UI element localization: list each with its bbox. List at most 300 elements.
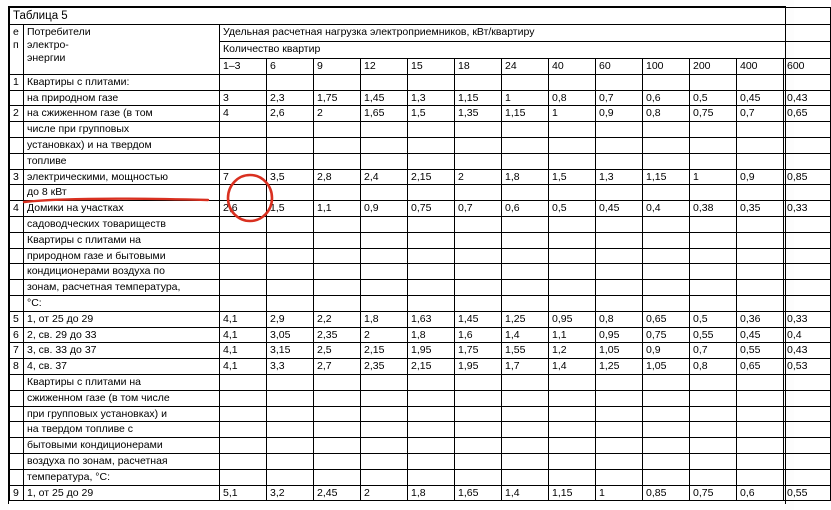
table-row [10,406,831,422]
row-value-cell: 1,15 [502,106,549,122]
row-label-cell: садоводческих товариществ [24,216,220,232]
table-row [10,90,831,106]
row-value-cell: 4,1 [220,359,267,375]
row-value-cell: 2,5 [314,343,361,359]
row-value-cell: 1,05 [596,343,643,359]
table-row [10,74,831,90]
row-value-cell [643,422,690,438]
row-value-cell [784,295,831,311]
row-value-cell [549,264,596,280]
row-value-cell [784,216,831,232]
row-value-cell [549,422,596,438]
row-value-cell [267,406,314,422]
header-consumers-line1: Потребители [27,26,91,39]
row-value-cell: 2 [455,169,502,185]
row-value-cell [314,232,361,248]
row-value-cell: 0,45 [737,90,784,106]
row-value-cell: 1 [549,106,596,122]
row-value-cell [220,422,267,438]
row-value-cell: 1,6 [455,327,502,343]
row-value-cell [455,122,502,138]
row-value-cell [502,153,549,169]
row-value-cell: 1,75 [455,343,502,359]
row-value-cell [643,216,690,232]
row-number-cell [10,374,24,390]
row-value-cell [690,438,737,454]
row-value-cell [643,280,690,296]
table-caption-row [10,8,831,25]
row-value-cell [267,264,314,280]
row-value-cell [596,122,643,138]
row-value-cell: 2 [361,327,408,343]
row-value-cell [455,74,502,90]
row-number-cell: 3 [10,169,24,185]
row-value-cell: 1,45 [361,90,408,106]
row-value-cell: 0,85 [643,485,690,501]
table-row [10,122,831,138]
row-value-cell [408,153,455,169]
row-value-cell: 0,45 [596,201,643,217]
row-value-cell [267,280,314,296]
row-number-cell: 1 [10,74,24,90]
row-value-cell [267,122,314,138]
row-value-cell [361,406,408,422]
row-value-cell [314,295,361,311]
row-value-cell [408,374,455,390]
row-value-cell [267,232,314,248]
row-value-cell [596,138,643,154]
row-value-cell: 1,15 [455,90,502,106]
row-value-cell [502,248,549,264]
row-value-cell: 2,45 [314,485,361,501]
row-value-cell: 0,7 [596,90,643,106]
row-value-cell [596,232,643,248]
row-value-cell: 3,05 [267,327,314,343]
row-value-cell [784,153,831,169]
row-value-cell [784,138,831,154]
row-number-cell: 8 [10,359,24,375]
row-value-cell: 0,7 [737,106,784,122]
row-value-cell [267,453,314,469]
row-value-cell: 1,15 [549,485,596,501]
table-row [10,390,831,406]
row-value-cell: 0,7 [690,343,737,359]
row-value-cell [220,122,267,138]
row-value-cell [361,374,408,390]
row-value-cell [643,453,690,469]
row-number-cell [10,264,24,280]
row-value-cell [690,280,737,296]
row-value-cell [455,280,502,296]
row-value-cell [361,453,408,469]
header-count-6: 6 [267,59,314,75]
row-value-cell: 1 [690,169,737,185]
row-value-cell [690,390,737,406]
row-value-cell [220,280,267,296]
row-value-cell [408,469,455,485]
row-value-cell [502,374,549,390]
row-value-cell [784,280,831,296]
row-value-cell: 1,5 [267,201,314,217]
row-value-cell: 0,5 [690,90,737,106]
header-row-1 [10,25,831,42]
row-value-cell [549,390,596,406]
row-value-cell [502,264,549,280]
row-value-cell [408,232,455,248]
row-value-cell [690,469,737,485]
row-value-cell [361,264,408,280]
row-number-cell [10,453,24,469]
row-value-cell [220,74,267,90]
row-value-cell: 2,6 [220,201,267,217]
row-value-cell [361,74,408,90]
row-value-cell: 2,4 [361,169,408,185]
row-label-cell: воздуха по зонам, расчетная [24,453,220,469]
row-number-cell [10,422,24,438]
row-value-cell [502,295,549,311]
row-value-cell: 5,1 [220,485,267,501]
row-value-cell [267,185,314,201]
row-number-cell: 9 [10,485,24,501]
row-number-cell [10,406,24,422]
row-value-cell [361,295,408,311]
row-value-cell: 1,1 [549,327,596,343]
table-row [10,374,831,390]
row-value-cell [737,374,784,390]
row-value-cell [596,264,643,280]
row-value-cell [408,74,455,90]
row-value-cell [596,438,643,454]
row-value-cell [502,122,549,138]
row-value-cell [361,438,408,454]
row-value-cell: 0,9 [643,343,690,359]
table-row [10,153,831,169]
row-value-cell [737,422,784,438]
row-value-cell: 3,3 [267,359,314,375]
row-value-cell: 0,8 [643,106,690,122]
row-value-cell [690,216,737,232]
row-value-cell [408,280,455,296]
table-row [10,469,831,485]
row-value-cell: 1,3 [408,90,455,106]
header-count-1-3: 1–3 [220,59,267,75]
row-label-cell: 1, от 25 до 29 [24,311,220,327]
row-value-cell [220,390,267,406]
row-value-cell: 1,1 [314,201,361,217]
row-value-cell [455,406,502,422]
row-value-cell [737,453,784,469]
row-label-cell: электрическими, мощностью [24,169,220,185]
row-value-cell [408,406,455,422]
row-value-cell [596,248,643,264]
row-value-cell: 0,43 [784,343,831,359]
row-value-cell: 1,25 [502,311,549,327]
row-value-cell [737,469,784,485]
row-label-cell: на твердом топливе с [24,422,220,438]
row-value-cell [220,453,267,469]
row-value-cell: 0,8 [549,90,596,106]
row-value-cell [784,438,831,454]
row-value-cell [267,438,314,454]
row-value-cell [596,295,643,311]
row-number-cell [10,185,24,201]
row-value-cell: 1,63 [408,311,455,327]
row-value-cell: 1,65 [455,485,502,501]
table-row [10,106,831,122]
row-label-cell: до 8 кВт [24,185,220,201]
row-value-cell [643,390,690,406]
header-count-100: 100 [643,59,690,75]
row-value-cell: 0,9 [361,201,408,217]
table-row [10,359,831,375]
row-number-cell [10,469,24,485]
row-value-cell [690,153,737,169]
row-value-cell [220,374,267,390]
row-number-cell [10,438,24,454]
row-value-cell [361,248,408,264]
row-value-cell [220,469,267,485]
row-value-cell: 0,5 [549,201,596,217]
table-row [10,311,831,327]
row-value-cell [502,422,549,438]
load-table [9,7,831,501]
row-label-cell: °С: [24,295,220,311]
row-value-cell: 1,7 [502,359,549,375]
row-label-cell: природном газе и бытовыми [24,248,220,264]
row-label-cell: установках) и на твердом [24,138,220,154]
row-value-cell [643,185,690,201]
row-value-cell: 2,7 [314,359,361,375]
row-value-cell [643,153,690,169]
row-value-cell: 0,36 [737,311,784,327]
row-value-cell [314,74,361,90]
row-value-cell [314,406,361,422]
row-value-cell: 1,4 [502,327,549,343]
row-value-cell: 0,8 [690,359,737,375]
header-row-number [10,25,24,75]
row-label-cell: при групповых установках) и [24,406,220,422]
row-value-cell: 0,55 [784,485,831,501]
row-value-cell [502,280,549,296]
row-value-cell [784,248,831,264]
row-number-cell [10,248,24,264]
table-row [10,185,831,201]
row-value-cell [690,74,737,90]
row-value-cell [220,138,267,154]
row-value-cell [596,374,643,390]
row-number-cell [10,216,24,232]
row-value-cell [314,280,361,296]
row-value-cell [690,406,737,422]
row-value-cell [455,264,502,280]
row-value-cell: 0,65 [784,106,831,122]
row-value-cell: 2,6 [267,106,314,122]
row-value-cell [643,374,690,390]
row-value-cell: 3,2 [267,485,314,501]
row-value-cell [314,185,361,201]
row-value-cell [690,138,737,154]
table-row [10,327,831,343]
row-value-cell: 0,35 [737,201,784,217]
row-value-cell [220,216,267,232]
row-value-cell: 0,43 [784,90,831,106]
row-value-cell [690,248,737,264]
row-value-cell [737,216,784,232]
row-value-cell [549,438,596,454]
row-value-cell: 1,95 [408,343,455,359]
row-value-cell: 1,05 [643,359,690,375]
row-number-cell [10,232,24,248]
row-value-cell: 0,53 [784,359,831,375]
row-number-cell: 7 [10,343,24,359]
row-value-cell [596,453,643,469]
row-value-cell: 1,95 [455,359,502,375]
row-value-cell: 1,65 [361,106,408,122]
row-value-cell [408,438,455,454]
row-value-cell [737,406,784,422]
row-value-cell [267,374,314,390]
table-row [10,453,831,469]
row-value-cell [314,453,361,469]
table-body [10,74,831,501]
row-label-cell: бытовыми кондиционерами [24,438,220,454]
row-value-cell: 0,33 [784,201,831,217]
row-value-cell [220,232,267,248]
row-value-cell [737,248,784,264]
row-value-cell [737,390,784,406]
row-value-cell: 0,9 [596,106,643,122]
row-value-cell: 0,7 [455,201,502,217]
row-value-cell: 4 [220,106,267,122]
row-value-cell [220,264,267,280]
row-value-cell: 0,95 [549,311,596,327]
row-value-cell [549,406,596,422]
row-value-cell [314,469,361,485]
row-value-cell: 0,6 [643,90,690,106]
row-value-cell: 2 [361,485,408,501]
row-value-cell [549,185,596,201]
row-value-cell [267,248,314,264]
row-value-cell: 3,5 [267,169,314,185]
row-value-cell [596,280,643,296]
row-value-cell [737,138,784,154]
row-value-cell [455,390,502,406]
row-value-cell: 0,65 [737,359,784,375]
table-row [10,216,831,232]
row-value-cell [690,295,737,311]
row-value-cell: 0,8 [596,311,643,327]
row-value-cell [314,374,361,390]
row-label-cell: Квартиры с плитами на [24,374,220,390]
header-count-15: 15 [408,59,455,75]
row-number-cell [10,90,24,106]
row-value-cell [314,122,361,138]
row-value-cell [737,280,784,296]
row-value-cell: 0,55 [737,343,784,359]
row-value-cell: 0,33 [784,311,831,327]
table-row [10,280,831,296]
row-value-cell [784,469,831,485]
row-value-cell [267,422,314,438]
table-container [8,6,808,504]
row-value-cell: 0,75 [643,327,690,343]
row-value-cell [455,422,502,438]
row-value-cell [549,232,596,248]
row-value-cell: 2 [314,106,361,122]
row-value-cell [643,406,690,422]
row-label-cell: 4, св. 37 [24,359,220,375]
row-value-cell [361,216,408,232]
row-value-cell: 1,8 [361,311,408,327]
row-value-cell [361,469,408,485]
row-value-cell: 1,75 [314,90,361,106]
row-value-cell [220,153,267,169]
row-value-cell [643,438,690,454]
row-value-cell: 2,8 [314,169,361,185]
row-value-cell: 1,8 [408,485,455,501]
header-count-40: 40 [549,59,596,75]
header-count-12: 12 [361,59,408,75]
row-number-cell: 4 [10,201,24,217]
row-value-cell: 1,4 [549,359,596,375]
row-value-cell: 2,2 [314,311,361,327]
row-value-cell: 0,6 [502,201,549,217]
row-value-cell [737,153,784,169]
row-value-cell [408,138,455,154]
row-number-cell [10,138,24,154]
row-value-cell [643,232,690,248]
row-value-cell: 2,15 [361,343,408,359]
row-value-cell [455,374,502,390]
row-label-cell: температура, °С: [24,469,220,485]
row-value-cell [549,295,596,311]
row-value-cell [455,469,502,485]
row-value-cell [784,406,831,422]
row-value-cell: 2,15 [408,359,455,375]
row-value-cell [314,264,361,280]
row-value-cell: 3 [220,90,267,106]
row-value-cell [502,232,549,248]
row-value-cell [408,264,455,280]
row-value-cell [502,138,549,154]
row-value-cell: 2,35 [361,359,408,375]
row-value-cell: 1,2 [549,343,596,359]
row-value-cell [502,406,549,422]
row-value-cell: 0,75 [690,106,737,122]
row-value-cell [455,185,502,201]
row-value-cell [502,185,549,201]
row-value-cell: 4,1 [220,311,267,327]
row-value-cell [737,264,784,280]
row-label-cell: 3, св. 33 до 37 [24,343,220,359]
row-value-cell [314,390,361,406]
row-value-cell [643,248,690,264]
row-value-cell [314,216,361,232]
row-number-cell: 2 [10,106,24,122]
header-count-18: 18 [455,59,502,75]
table-row [10,485,831,501]
row-value-cell [502,438,549,454]
row-value-cell: 2,35 [314,327,361,343]
row-value-cell [361,280,408,296]
header-row-number-line1: е [13,26,19,39]
row-label-cell: топливе [24,153,220,169]
header-consumers-line2: электро- [27,38,69,51]
header-count-200: 200 [690,59,737,75]
row-value-cell: 0,75 [408,201,455,217]
row-value-cell [690,232,737,248]
table-caption: Таблица 5 [10,8,831,25]
